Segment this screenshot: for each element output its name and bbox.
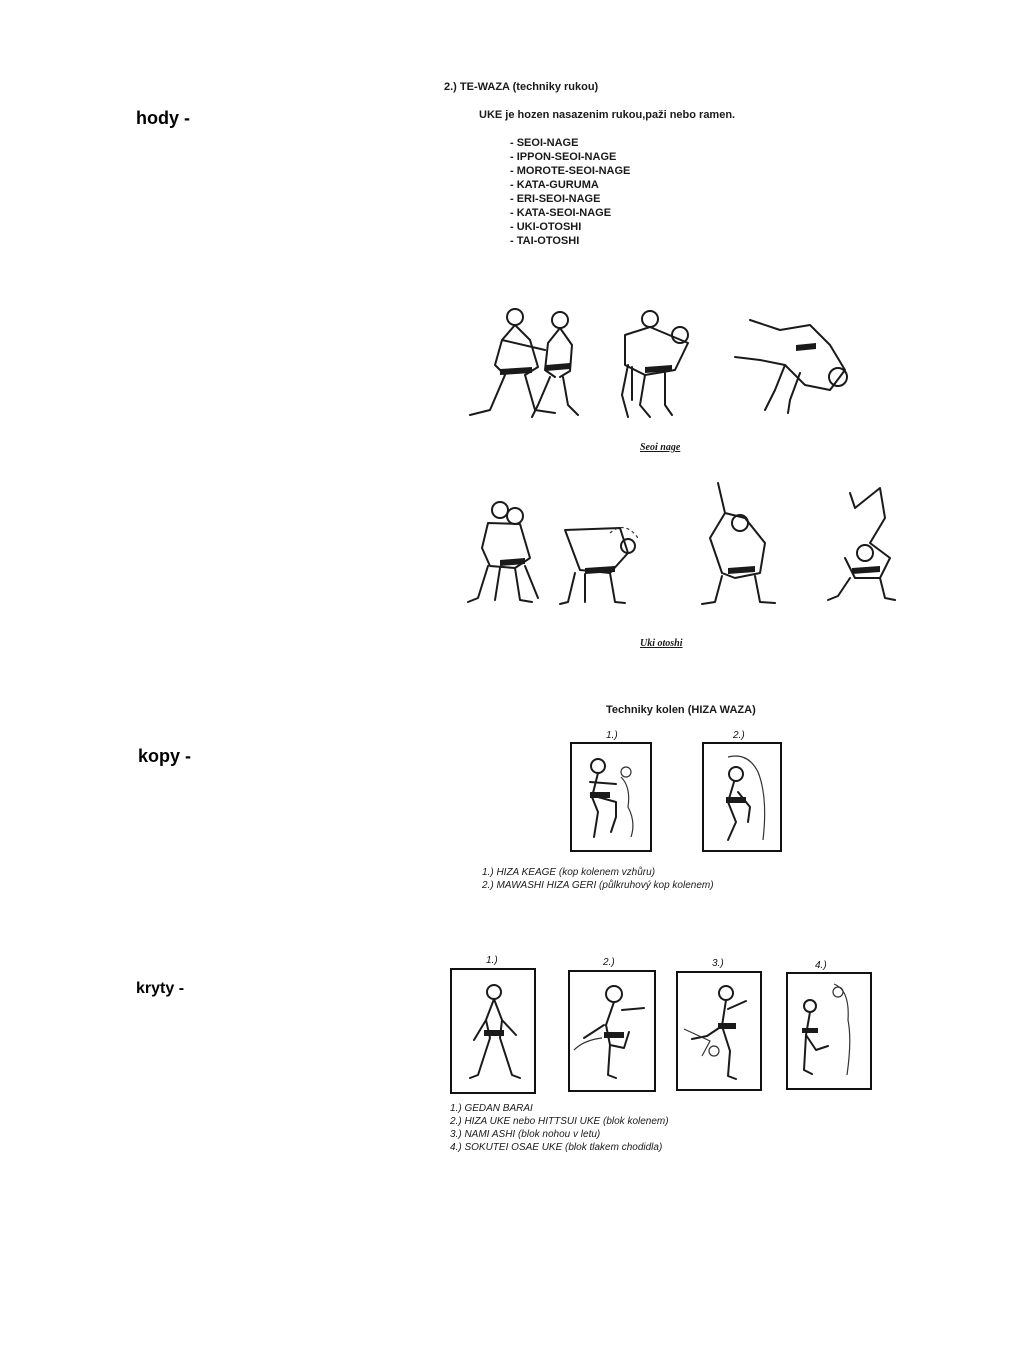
block-drawing (574, 980, 650, 1082)
list-item: - KATA-GURUMA (510, 179, 599, 191)
seoi-nage-caption: Seoi nage (640, 442, 681, 453)
technique-list (510, 136, 630, 248)
hiza-keage-figure (570, 742, 652, 852)
list-item: - SEOI-NAGE (510, 137, 579, 149)
hiza-waza-title: Techniky kolen (HIZA WAZA) (606, 704, 756, 716)
figure-number: 4.) (815, 960, 827, 971)
list-item: - TAI-OTOSHI (510, 235, 580, 247)
list-item: - ERI-SEOI-NAGE (510, 193, 601, 205)
uki-otoshi-illustration (460, 478, 900, 608)
knee-kick-drawing (576, 752, 646, 842)
nami-ashi-figure (676, 971, 762, 1091)
block-drawing (792, 980, 866, 1080)
note-line: 2.) MAWASHI HIZA GERI (půlkruhový kop kolenem) (482, 880, 714, 891)
block-drawing (682, 981, 756, 1081)
round-knee-kick-drawing (708, 752, 776, 842)
hiza-waza-notes (482, 866, 714, 892)
figure-pair-1 (470, 309, 578, 417)
figure-number: 1.) (606, 730, 618, 741)
seoi-nage-illustration (460, 305, 860, 430)
hiza-uke-figure (568, 970, 656, 1092)
figure-number: 1.) (486, 955, 498, 966)
list-item: - UKI-OTOSHI (510, 221, 582, 233)
note-line: 1.) HIZA KEAGE (kop kolenem vzhůru) (482, 867, 656, 878)
figure-number: 2.) (733, 730, 745, 741)
figure-pair-3 (735, 320, 847, 413)
te-waza-subtitle: UKE je hozen nasazenim rukou,paži nebo ramen. (479, 109, 736, 121)
figure-pair-2 (560, 528, 638, 604)
figure-pair-2 (622, 311, 688, 417)
figure-pair-1 (468, 502, 538, 602)
te-waza-title: 2.) TE-WAZA (techniky rukou) (444, 81, 599, 93)
figure-number: 3.) (712, 958, 724, 969)
gedan-barai-figure (450, 968, 536, 1094)
kicks-label: kopy - (138, 746, 192, 766)
note-line: 4.) SOKUTEI OSAE UKE (blok tlakem chodidla) (450, 1142, 663, 1153)
figure-pair-4 (828, 488, 895, 600)
blocks-notes (450, 1102, 669, 1154)
throws-label: hody - (136, 108, 190, 128)
mawashi-hiza-geri-figure (702, 742, 782, 852)
note-line: 3.) NAMI ASHI (blok nohou v letu) (450, 1129, 601, 1140)
list-item: - MOROTE-SEOI-NAGE (510, 165, 631, 177)
note-line: 1.) GEDAN BARAI (450, 1103, 533, 1114)
figure-number: 2.) (603, 957, 615, 968)
note-line: 2.) HIZA UKE nebo HITTSUI UKE (blok kolenem) (450, 1116, 669, 1127)
sokutei-osae-uke-figure (786, 972, 872, 1090)
blocks-label: kryty - (136, 980, 185, 997)
figure-pair-3 (702, 483, 775, 604)
block-drawing (460, 980, 526, 1085)
list-item: - KATA-SEOI-NAGE (510, 207, 612, 219)
uki-otoshi-caption: Uki otoshi (640, 638, 683, 649)
list-item: - IPPON-SEOI-NAGE (510, 151, 617, 163)
